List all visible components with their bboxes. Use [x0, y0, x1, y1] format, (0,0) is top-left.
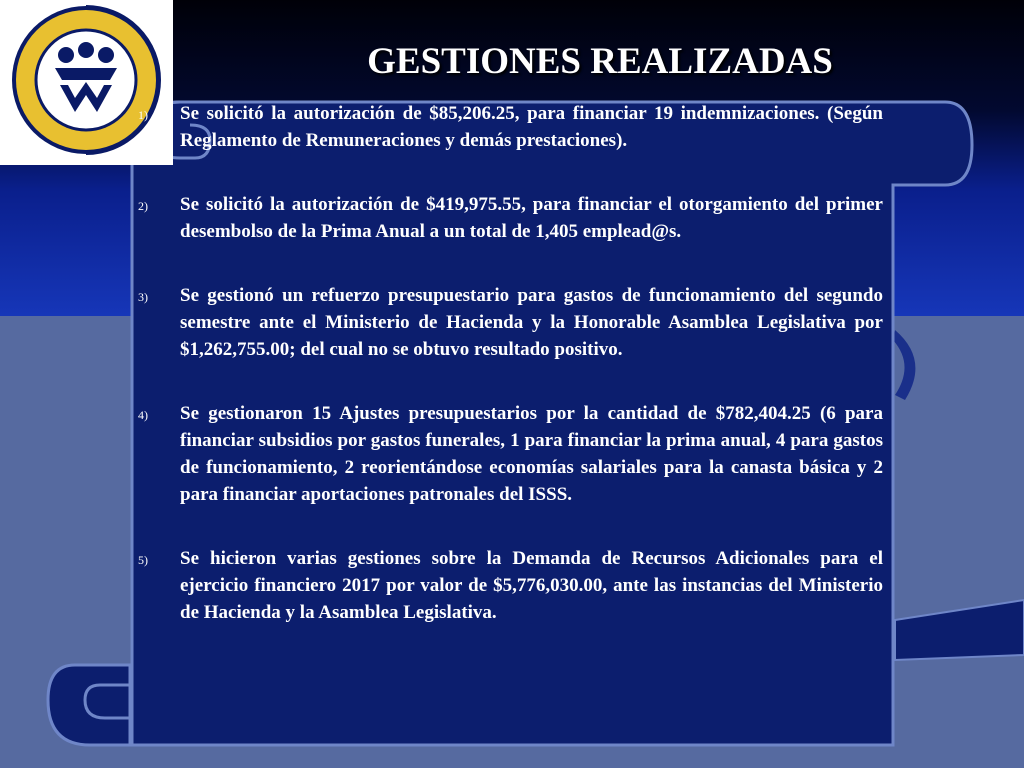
- item-number: 1): [138, 108, 148, 122]
- item-number: 4): [138, 408, 148, 422]
- list-item: [138, 191, 883, 245]
- list-item: [138, 100, 883, 154]
- list-item: [138, 282, 883, 363]
- item-text: Se gestionaron 15 Ajustes presupuestarios por la cantidad de $782,404.25 (6 para financiar subsidios por gastos funerales, 1 para financiar la prima anual, 4 para gastos de funcionamiento, 2 reorientándose economías salariales para la canasta básica y 2 para financiar aportaciones patronales del ISSS.: [180, 403, 883, 505]
- item-text: Se solicitó la autorización de $85,206.25, para financiar 19 indemnizaciones. (Según Reglamento de Remuneraciones y demás prestaciones).: [180, 103, 883, 151]
- item-text: Se hicieron varias gestiones sobre la Demanda de Recursos Adicionales para el ejercicio financiero 2017 por valor de $5,776,030.00, ante las instancias del Ministerio de Hacienda y la Asamblea Legislativa.: [180, 548, 883, 623]
- list-item: [138, 545, 883, 626]
- item-number: 5): [138, 553, 148, 567]
- item-text: Se gestionó un refuerzo presupuestario para gastos de funcionamiento del segundo semestre ante el Ministerio de Hacienda y la Honorable Asamblea Legislativa por $1,262,755.00; del cual no se obtuvo resultado positivo.: [180, 285, 883, 360]
- page-title: GESTIONES REALIZADAS: [367, 41, 833, 82]
- list-item: [138, 400, 883, 508]
- item-text: Se solicitó la autorización de $419,975.55, para financiar el otorgamiento del primer desembolso de la Prima Anual a un total de 1,405 emplead@s.: [180, 194, 883, 242]
- item-number: 3): [138, 290, 148, 304]
- items-list: [138, 100, 883, 663]
- item-number: 2): [138, 199, 148, 213]
